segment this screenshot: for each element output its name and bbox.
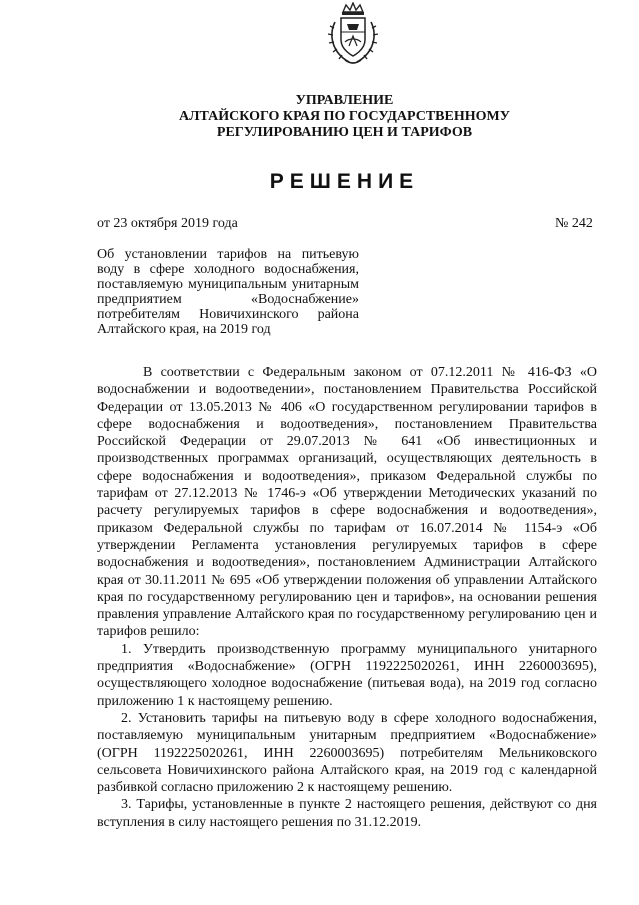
document-number: № 242 [555, 216, 593, 231]
decision-item-1: 1. Утвердить производственную программу муниципального унитарного предприятия «Водоснабжение» (ОГРН 1192225020261, ИНН 2260003695), осуществляющего холодное водоснабжение (питьевая вода), на 2019 год согласно приложению 1 к настоящему решению. [97, 641, 597, 709]
header-line-1: УПРАВЛЕНИЕ [295, 93, 394, 108]
document-subject: Об установлении тарифов на питьевую воду в сфере холодного водоснабжения, поставляемую муниципальным унитарным предприятием «Водоснабжение» потребителям Новичихинского района Алтайского края, на 2019 год [97, 247, 359, 337]
document-date: от 23 октября 2019 года [97, 216, 238, 231]
altai-coat-of-arms-icon [325, 2, 381, 68]
document-body [97, 364, 597, 831]
decision-item-2: 2. Установить тарифы на питьевую воду в сфере холодного водоснабжения, поставляемую муниципальным унитарным предприятием «Водоснабжение» (ОГРН 1192225020261, ИНН 2260003695) потребителям Мельниковского сельсовета Новичихинского района Алтайского края, на 2019 год с календарной разбивкой согласно приложению 2 к настоящему решению. [97, 710, 597, 796]
document-title: РЕШЕНИЕ [269, 170, 420, 193]
issuer-header [0, 93, 639, 141]
header-line-2: АЛТАЙСКОГО КРАЯ ПО ГОСУДАРСТВЕННОМУ [179, 109, 510, 124]
preamble-paragraph: В соответствии с Федеральным законом от 07.12.2011 № 416-ФЗ «О водоснабжении и водоотведении», постановлением Правительства Российской Федерации от 13.05.2013 № 406 «О государственном регулировании тарифов в сфере водоснабжения и водоотведения», постановлением Правительства Российской Федерации от 29.07.2013 № 641 «Об инвестиционных и производственных программах организаций, осуществляющих деятельность в сфере водоснабжения и водоотведения», приказом Федеральной службы по тарифам от 27.12.2013 № 1746-э «Об утверждении Методических указаний по расчету регулируемых тарифов в сфере водоснабжения и водоотведения», приказом Федеральной службы по тарифам от 16.07.2014 № 1154-э «Об утверждении Регламента установления регулируемых тарифов в сфере водоснабжения и водоотведения», постановлением Администрации Алтайского края от 30.11.2011 № 695 «Об утверждении положения об управлении Алтайского края по государственному регулированию цен и тарифов», на основании решения правления управление Алтайского края по государственному регулированию цен и тарифов решило: [97, 365, 597, 640]
decision-item-3: 3. Тарифы, установленные в пункте 2 настоящего решения, действуют со дня вступления в силу настоящего решения по 31.12.2019. [97, 797, 597, 830]
header-line-3: РЕГУЛИРОВАНИЮ ЦЕН И ТАРИФОВ [216, 125, 473, 140]
